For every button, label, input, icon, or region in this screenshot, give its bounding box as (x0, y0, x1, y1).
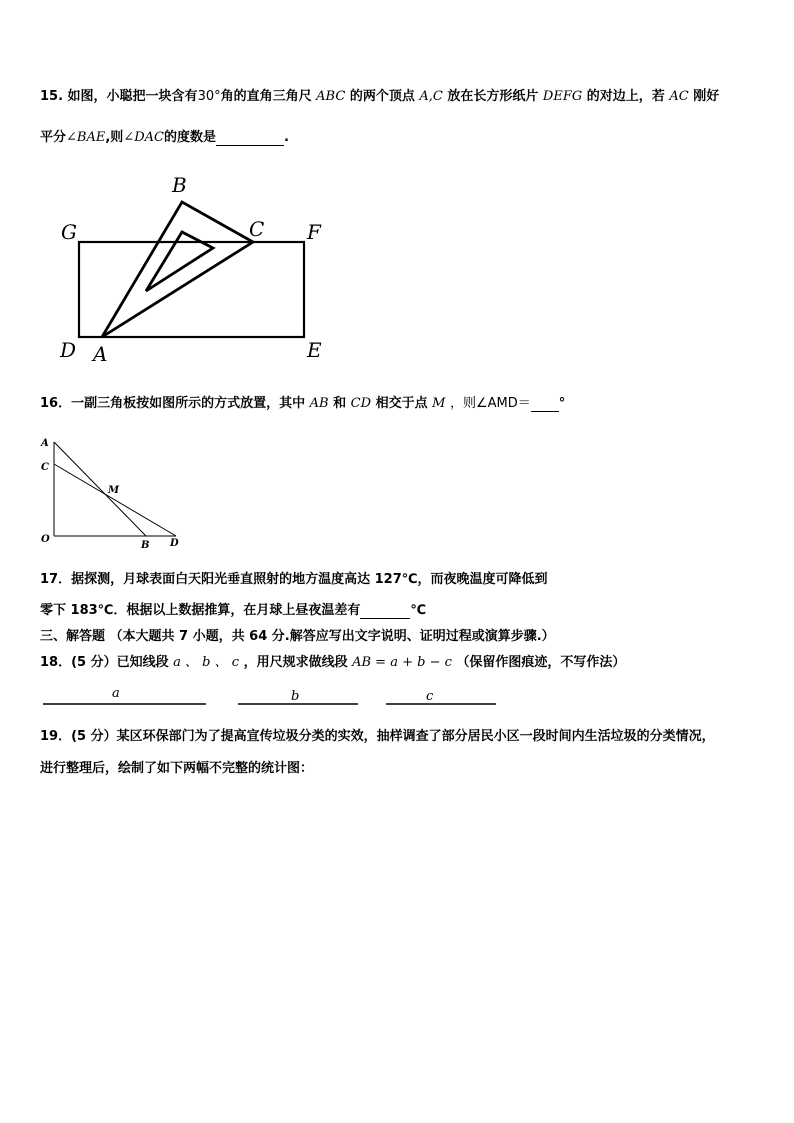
q15-text: . (283, 130, 289, 145)
segment-cd (54, 464, 176, 536)
q18-text: （保留作图痕迹，不写作法） (456, 655, 626, 670)
q18-segments: a 、 b 、 c (173, 655, 240, 670)
q17-line2 (40, 603, 426, 619)
q17-line1: 17．据探测，月球表面白天阳光垂直照射的地方温度高达 127℃，而夜晚温度可降低到 (40, 572, 548, 587)
q19-line2: 进行整理后，绘制了如下两幅不完整的统计图： (40, 761, 314, 776)
q16-text: 相交于点 (375, 396, 428, 411)
q15-text: 放在长方形纸片 (447, 89, 539, 104)
label-C: C (249, 217, 265, 241)
q16-answer-blank[interactable] (531, 397, 559, 412)
q16-line (40, 396, 565, 412)
q15-bae: ∠BAE (66, 130, 106, 145)
label-O: O (41, 534, 50, 545)
q16-text: 和 (333, 396, 347, 411)
q15-answer-blank[interactable] (216, 131, 284, 146)
q15-text: 的度数是 (163, 130, 216, 145)
q16-figure (38, 432, 188, 554)
q18-segments-figure (40, 685, 510, 707)
q16-ab: AB (309, 396, 329, 411)
label-A: A (41, 438, 49, 449)
label-c: c (426, 689, 434, 704)
q15-line2 (40, 130, 289, 146)
q15-text: 平分 (40, 130, 67, 145)
q18-line (40, 655, 625, 671)
q15-ac-points: A,C (419, 89, 443, 104)
q15-ac: AC (669, 89, 689, 104)
q16-text: ，则∠AMD＝ (449, 396, 531, 411)
label-A: A (93, 342, 108, 366)
q17-text: ℃ (410, 603, 427, 618)
label-M: M (108, 485, 120, 496)
q15-text: 的对边上，若 (586, 89, 665, 104)
label-E: E (307, 338, 322, 362)
q16-text: ° (558, 396, 566, 411)
label-C: C (41, 462, 49, 473)
label-a: a (112, 686, 120, 701)
q17-answer-blank[interactable] (360, 604, 410, 619)
label-F: F (307, 220, 321, 244)
segment-ab (54, 442, 146, 536)
q16-m: M (432, 396, 446, 411)
q16-cd: CD (350, 396, 372, 411)
q15-angle: 30° (197, 89, 221, 104)
q18-text: ，用尺规求做线段 (243, 655, 348, 670)
label-D: D (60, 338, 77, 362)
triangle-inner (146, 232, 213, 291)
q15-text: 的两个顶点 (349, 89, 415, 104)
label-b: b (291, 689, 300, 704)
q15-defg: DEFG (542, 89, 583, 104)
q15-abc: ABC (316, 89, 346, 104)
label-B: B (172, 173, 187, 197)
q15-dac: ∠DAC (123, 130, 164, 145)
q17-text: 零下 183℃．根据以上数据推算，在月球上昼夜温差有 (40, 603, 361, 618)
q15-figure (55, 170, 345, 365)
label-D: D (170, 538, 179, 549)
q18-text: 18．(5 分）已知线段 (40, 655, 169, 670)
q15-text: 角的直角三角尺 (220, 89, 312, 104)
section-heading: 三、解答题 （本大题共 7 小题，共 64 分.解答应写出文字说明、证明过程或演算步骤.） (40, 629, 555, 644)
label-G: G (61, 220, 77, 244)
q18-formula: AB = a + b − c (352, 655, 452, 670)
q19-line1: 19．(5 分）某区环保部门为了提高宣传垃圾分类的实效，抽样调查了部分居民小区一段时间内生活垃圾的分类情况， (40, 729, 715, 744)
q15-text: ,则 (105, 130, 124, 145)
q15-text: 刚好 (693, 89, 720, 104)
q16-text: 16．一副三角板按如图所示的方式放置，其中 (40, 396, 306, 411)
q15-text: 15. 如图，小聪把一块含有 (40, 89, 198, 104)
rectangle-defg (79, 242, 304, 337)
label-B: B (141, 540, 150, 551)
q15-line1 (40, 89, 719, 105)
